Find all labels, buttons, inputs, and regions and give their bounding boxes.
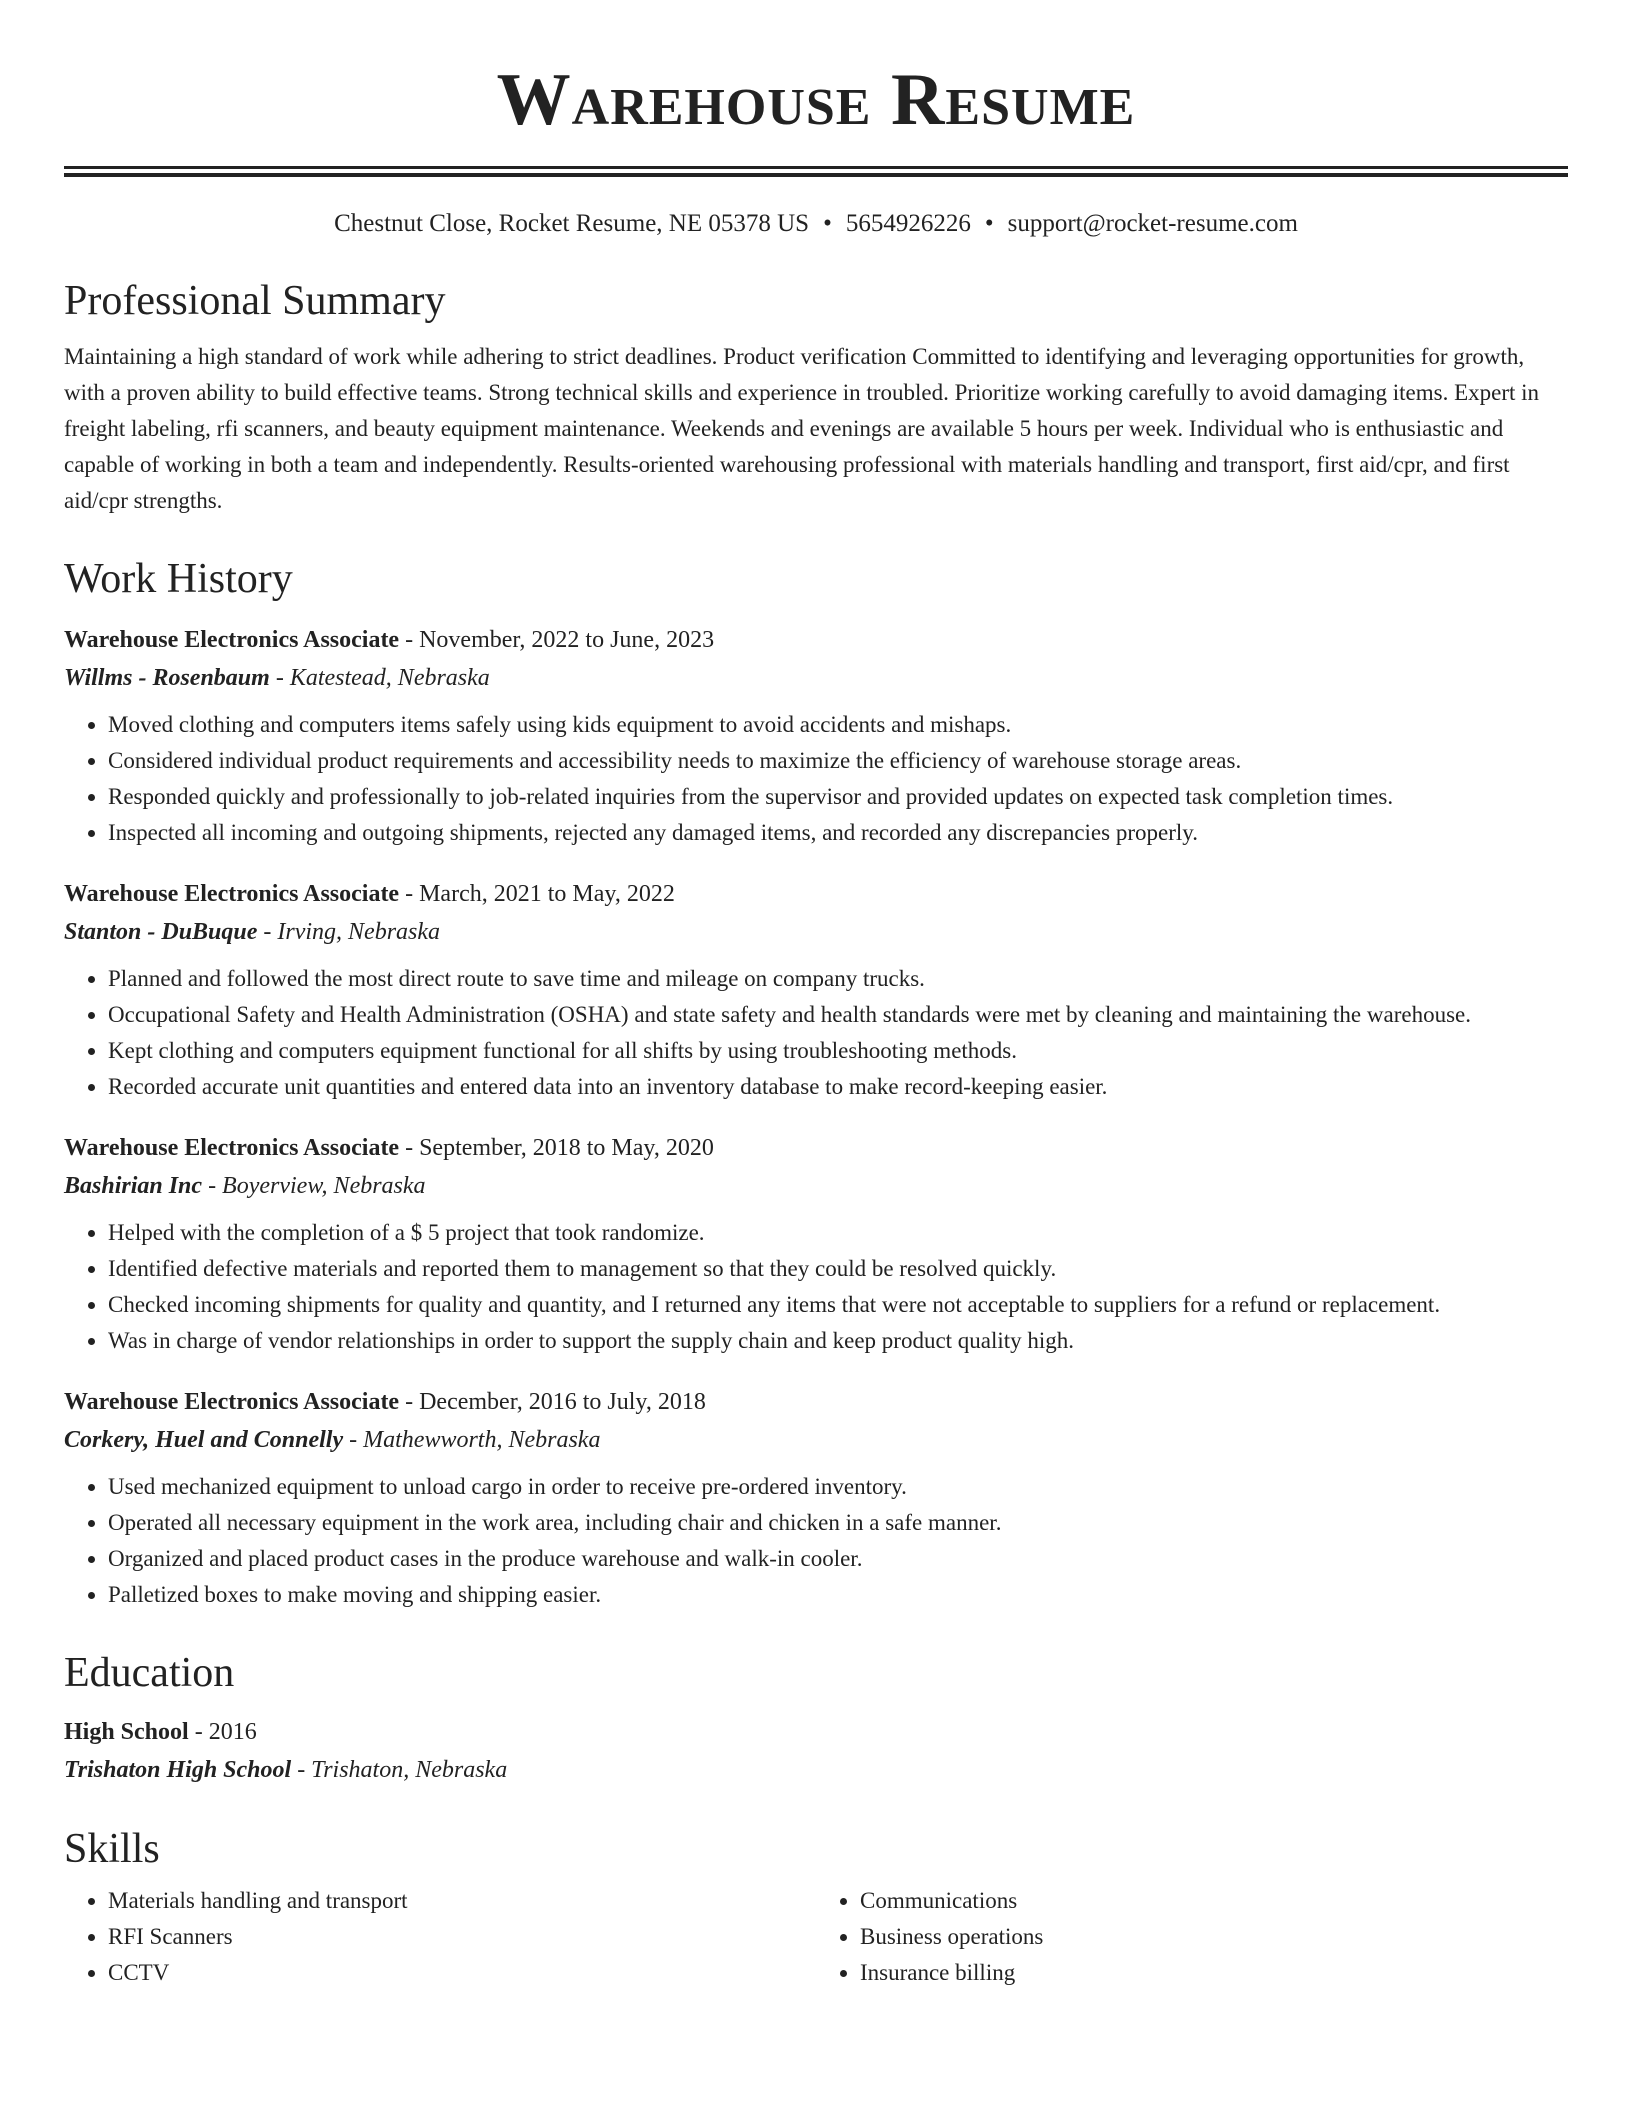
job-bullet: • Palletized boxes to make moving and shipping easier. — [108, 1577, 1568, 1613]
job-title-line — [64, 875, 1568, 913]
contact-separator: • — [984, 210, 994, 237]
job-bullet: • Was in charge of vendor relationships in order to support the supply chain and keep product quality high. — [108, 1323, 1568, 1359]
contact-address: Chestnut Close, Rocket Resume, NE 05378 US — [334, 210, 810, 237]
job-title-line — [64, 1129, 1568, 1167]
job-bullet: • Recorded accurate unit quantities and entered data into an inventory database to make record-keeping easier. — [108, 1069, 1568, 1105]
job-bullets — [64, 961, 1568, 1105]
skill-item: • Business operations — [860, 1919, 1568, 1955]
title-double-rule — [64, 166, 1568, 177]
resume-title: Warehouse Resume — [496, 59, 1136, 141]
job-title: Warehouse Electronics Associate — [64, 1135, 400, 1161]
work-history-heading: Work History — [64, 556, 293, 602]
employer-location: - Boyerview, Nebraska — [208, 1173, 426, 1199]
job-dates: - September, 2018 to May, 2020 — [405, 1135, 714, 1161]
contact-line — [64, 207, 1568, 241]
skill-item: • Insurance billing — [860, 1955, 1568, 1991]
education-year: - 2016 — [194, 1719, 257, 1745]
job-bullet: • Operated all necessary equipment in the work area, including chair and chicken in a safe manner. — [108, 1505, 1568, 1541]
job-title-line — [64, 1383, 1568, 1421]
job-entry — [64, 1383, 1568, 1613]
job-title: Warehouse Electronics Associate — [64, 881, 400, 907]
job-bullets — [64, 1469, 1568, 1613]
skill-item: • RFI Scanners — [108, 1919, 816, 1955]
job-bullet: • Used mechanized equipment to unload cargo in order to receive pre-ordered inventory. — [108, 1469, 1568, 1505]
job-entry — [64, 621, 1568, 851]
job-bullet: • Occupational Safety and Health Administration (OSHA) and state safety and health standards were met by cleaning and maintaining the warehouse. — [108, 997, 1568, 1033]
contact-email: support@rocket-resume.com — [1007, 210, 1298, 237]
skills-list-left — [64, 1883, 816, 1991]
skills-heading: Skills — [64, 1826, 160, 1872]
job-entry — [64, 1129, 1568, 1359]
job-dates: - November, 2022 to June, 2023 — [405, 627, 715, 653]
education-entry — [64, 1713, 1568, 1789]
employer-name: Willms - Rosenbaum — [64, 665, 270, 691]
job-bullet: • Helped with the completion of a $ 5 project that took randomize. — [108, 1215, 1568, 1251]
job-bullet: • Inspected all incoming and outgoing shipments, rejected any damaged items, and recorded any discrepancies properly. — [108, 815, 1568, 851]
education-school-line — [64, 1751, 1568, 1789]
job-bullets — [64, 707, 1568, 851]
job-bullet: • Planned and followed the most direct route to save time and mileage on company trucks. — [108, 961, 1568, 997]
employer-name: Bashirian Inc — [64, 1173, 203, 1199]
employer-line — [64, 1421, 1568, 1459]
job-title: Warehouse Electronics Associate — [64, 627, 400, 653]
job-title: Warehouse Electronics Associate — [64, 1389, 400, 1415]
job-bullet: • Considered individual product requirements and accessibility needs to maximize the efficiency of warehouse storage areas. — [108, 743, 1568, 779]
job-title-line — [64, 621, 1568, 659]
job-dates: - March, 2021 to May, 2022 — [405, 881, 675, 907]
employer-name: Stanton - DuBuque — [64, 919, 258, 945]
job-bullet: • Responded quickly and professionally to job-related inquiries from the supervisor and provided updates on expected task completion times. — [108, 779, 1568, 815]
skills-columns — [64, 1883, 1568, 1991]
employer-line — [64, 659, 1568, 697]
employer-location: - Irving, Nebraska — [263, 919, 441, 945]
education-school: Trishaton High School — [64, 1757, 292, 1783]
job-bullet: • Moved clothing and computers items safely using kids equipment to avoid accidents and mishaps. — [108, 707, 1568, 743]
skill-item: • Materials handling and transport — [108, 1883, 816, 1919]
contact-separator: • — [823, 210, 832, 237]
job-bullets — [64, 1215, 1568, 1359]
education-heading: Education — [64, 1650, 235, 1696]
employer-line — [64, 1167, 1568, 1205]
job-bullet: • Checked incoming shipments for quality and quantity, and I returned any items that were not acceptable to suppliers for a refund or replacement. — [108, 1287, 1568, 1323]
job-bullet: • Kept clothing and computers equipment functional for all shifts by using troubleshooting methods. — [108, 1033, 1568, 1069]
job-entry — [64, 875, 1568, 1105]
contact-phone: 5654926226 — [845, 210, 971, 237]
skill-item: • CCTV — [108, 1955, 816, 1991]
skills-list-right — [816, 1883, 1568, 1991]
employer-location: - Mathewworth, Nebraska — [349, 1427, 601, 1453]
education-location: - Trishaton, Nebraska — [297, 1757, 508, 1783]
job-dates: - December, 2016 to July, 2018 — [405, 1389, 706, 1415]
skill-item: • Communications — [860, 1883, 1568, 1919]
job-bullet: • Identified defective materials and reported them to management so that they could be resolved quickly. — [108, 1251, 1568, 1287]
employer-location: - Katestead, Nebraska — [275, 665, 490, 691]
employer-line — [64, 913, 1568, 951]
job-bullet: • Organized and placed product cases in the produce warehouse and walk-in cooler. — [108, 1541, 1568, 1577]
summary-text: Maintaining a high standard of work while adhering to strict deadlines. Product verification Committed to identifying and leveraging opportunities for growth, with a proven ability to build effective teams. Strong technical skills and experience in troubled. Prioritize working carefully to avoid damaging items. Expert in freight labeling, rfi scanners, and beauty equipment maintenance. Weekends and evenings are available 5 hours per week. Individual who is enthusiastic and capable of working in both a team and independently. Results-oriented warehousing professional with materials handling and transport, first aid/cpr, and first aid/cpr strengths. — [64, 344, 1540, 513]
employer-name: Corkery, Huel and Connelly — [64, 1427, 344, 1453]
education-degree-line — [64, 1713, 1568, 1751]
education-degree: High School — [64, 1719, 189, 1745]
summary-heading: Professional Summary — [64, 278, 446, 324]
